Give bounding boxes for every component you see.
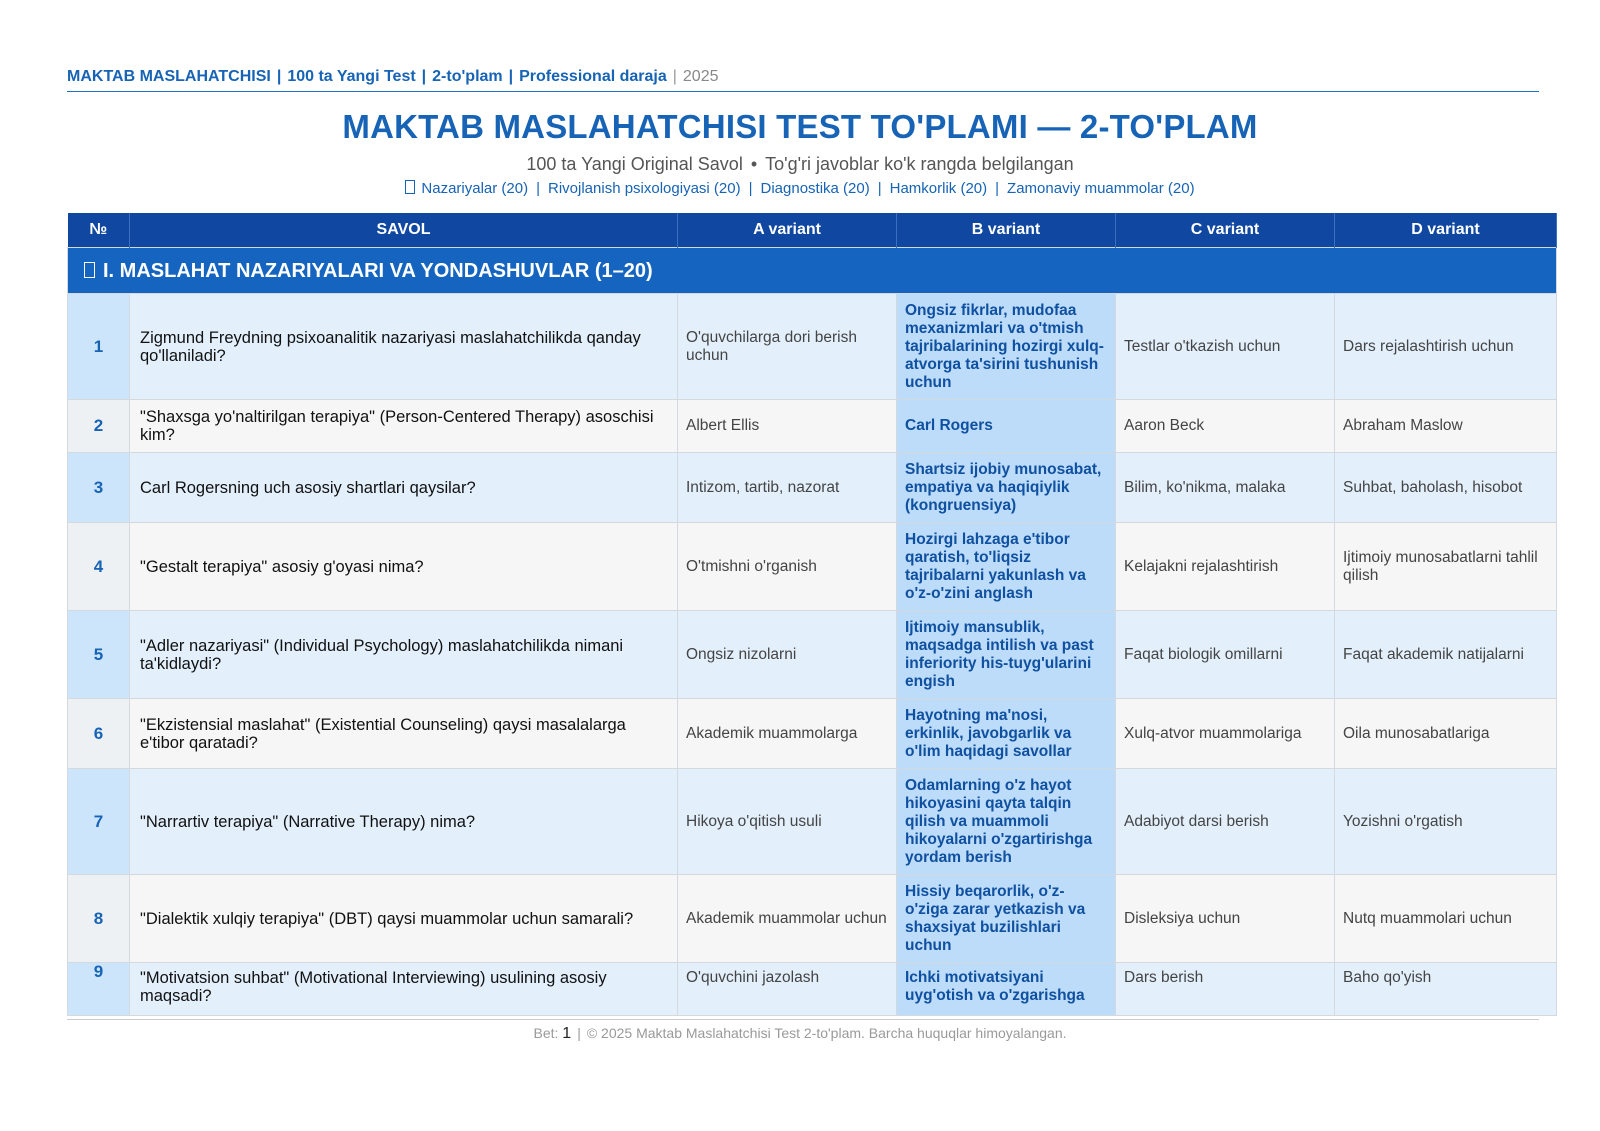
question-number: 3 (68, 453, 130, 523)
copyright: © 2025 Maktab Maslahatchisi Test 2-to'plam. Barcha huquqlar himoyalangan. (586, 1025, 1067, 1041)
table-row (68, 294, 1557, 400)
option-d: Ijtimoiy munosabatlarni tahlil qilish (1335, 523, 1557, 611)
option-b-correct: Shartsiz ijobiy munosabat, empatiya va haqiqiylik (kongruensiya) (897, 453, 1116, 523)
page-label: Bet: (533, 1025, 559, 1041)
table-row (68, 769, 1557, 875)
question-number: 8 (68, 875, 130, 963)
running-header-item: 100 ta Yangi Test (287, 68, 416, 85)
option-d: Abraham Maslow (1335, 400, 1557, 453)
option-a: Hikoya o'qitish usuli (678, 769, 897, 875)
running-header-item: 2-to'plam (432, 68, 503, 85)
category-item: Rivojlanish psixologiyasi (20) (548, 180, 741, 197)
question-text: Carl Rogersning uch asosiy shartlari qaysilar? (130, 453, 678, 523)
question-text: "Shaxsga yo'naltirilgan terapiya" (Person-Centered Therapy) asoschisi kim? (130, 400, 678, 453)
header-question: SAVOL (130, 213, 678, 248)
category-item: Zamonaviy muammolar (20) (1007, 180, 1195, 197)
question-text: "Adler nazariyasi" (Individual Psychology) maslahatchilikda nimani ta'kidlaydi? (130, 611, 678, 699)
page-number: 1 (562, 1025, 572, 1042)
option-c: Dars berish (1116, 963, 1335, 1016)
page-title: MAKTAB MASLAHATCHISI TEST TO'PLAMI — 2-TO'PLAM (342, 108, 1258, 145)
question-table (67, 213, 1557, 1016)
footer-divider (67, 1019, 1539, 1020)
section-row (68, 248, 1557, 294)
option-c: Bilim, ko'nikma, malaka (1116, 453, 1335, 523)
header-option-d: D variant (1335, 213, 1557, 248)
header-option-b: B variant (897, 213, 1116, 248)
option-a: Akademik muammolarga (678, 699, 897, 769)
option-d: Baho qo'yish (1335, 963, 1557, 1016)
table-row (68, 400, 1557, 453)
header-option-c: C variant (1116, 213, 1335, 248)
section-title: I. MASLAHAT NAZARIYALARI VA YONDASHUVLAR (1–20) (68, 248, 1557, 294)
question-number: 1 (68, 294, 130, 400)
question-text: "Dialektik xulqiy terapiya" (DBT) qaysi muammolar uchun samarali? (130, 875, 678, 963)
option-c: Testlar o'tkazish uchun (1116, 294, 1335, 400)
option-b-correct: Ichki motivatsiyani uyg'otish va o'zgarishga (897, 963, 1116, 1016)
table-row (68, 875, 1557, 963)
option-b-correct: Hozirgi lahzaga e'tibor qaratish, to'liqsiz tajribalarni yakunlash va o'z-o'zini anglash (897, 523, 1116, 611)
option-d: Oila munosabatlariga (1335, 699, 1557, 769)
table-row (68, 699, 1557, 769)
category-item: Nazariyalar (20) (421, 180, 529, 197)
table-row (68, 523, 1557, 611)
table-row (68, 453, 1557, 523)
option-a: O'tmishni o'rganish (678, 523, 897, 611)
option-d: Suhbat, baholash, hisobot (1335, 453, 1557, 523)
category-item: Diagnostika (20) (760, 180, 870, 197)
category-item: Hamkorlik (20) (889, 180, 988, 197)
option-c: Adabiyot darsi berish (1116, 769, 1335, 875)
question-text: "Motivatsion suhbat" (Motivational Interviewing) usulining asosiy maqsadi? (130, 963, 678, 1016)
table-row (68, 963, 1557, 1016)
page-subtitle (0, 154, 1600, 175)
option-c: Aaron Beck (1116, 400, 1335, 453)
page-footer: Bet: 1 | © 2025 Maktab Maslahatchisi Test 2-to'plam. Barcha huquqlar himoyalangan. (533, 1025, 1067, 1042)
question-number: 5 (68, 611, 130, 699)
table-header-row (68, 213, 1557, 248)
subtitle-left: 100 ta Yangi Original Savol (526, 154, 743, 174)
question-text: "Narrartiv terapiya" (Narrative Therapy) nima? (130, 769, 678, 875)
running-header-item: Professional daraja (519, 68, 667, 85)
question-number: 7 (68, 769, 130, 875)
option-c: Kelajakni rejalashtirish (1116, 523, 1335, 611)
option-d: Yozishni o'rgatish (1335, 769, 1557, 875)
option-a: Akademik muammolar uchun (678, 875, 897, 963)
running-header: MAKTAB MASLAHATCHISI | 100 ta Yangi Test | 2-to'plam | Professional daraja | 2025 (67, 67, 1539, 92)
missing-glyph-icon (405, 180, 415, 194)
question-text: "Gestalt terapiya" asosiy g'oyasi nima? (130, 523, 678, 611)
header-number: № (68, 213, 130, 248)
subtitle-dot: • (750, 154, 758, 174)
option-a: O'quvchilarga dori berish uchun (678, 294, 897, 400)
option-c: Disleksiya uchun (1116, 875, 1335, 963)
running-header-item: MAKTAB MASLAHATCHISI (67, 68, 271, 85)
option-a: Albert Ellis (678, 400, 897, 453)
option-a: Ongsiz nizolarni (678, 611, 897, 699)
question-text: "Ekzistensial maslahat" (Existential Counseling) qaysi masalalarga e'tibor qaratadi? (130, 699, 678, 769)
subtitle-right: To'g'ri javoblar ko'k rangda belgilangan (765, 154, 1074, 174)
option-b-correct: Hayotning ma'nosi, erkinlik, javobgarlik va o'lim haqidagi savollar (897, 699, 1116, 769)
option-d: Dars rejalashtirish uchun (1335, 294, 1557, 400)
question-number: 2 (68, 400, 130, 453)
option-c: Faqat biologik omillarni (1116, 611, 1335, 699)
option-d: Faqat akademik natijalarni (1335, 611, 1557, 699)
option-c: Xulq-atvor muammolariga (1116, 699, 1335, 769)
header-option-a: A variant (678, 213, 897, 248)
running-header-year: 2025 (682, 68, 719, 85)
question-number: 4 (68, 523, 130, 611)
option-b-correct: Ongsiz fikrlar, mudofaa mexanizmlari va o'tmish tajribalarining hozirgi xulq-atvorga ta'sirini tushunish uchun (897, 294, 1116, 400)
option-b-correct: Carl Rogers (897, 400, 1116, 453)
question-number: 6 (68, 699, 130, 769)
option-a: O'quvchini jazolash (678, 963, 897, 1016)
option-b-correct: Hissiy beqarorlik, o'z-o'ziga zarar yetkazish va shaxsiyat buzilishlari uchun (897, 875, 1116, 963)
category-list: Nazariyalar (20) | Rivojlanish psixologiyasi (20) | Diagnostika (20) | Hamkorlik (20) | Zamonaviy muammolar (20) (0, 180, 1600, 197)
option-b-correct: Ijtimoiy mansublik, maqsadga intilish va past inferiority his-tuyg'ularini engish (897, 611, 1116, 699)
table-row (68, 611, 1557, 699)
option-d: Nutq muammolari uchun (1335, 875, 1557, 963)
missing-glyph-icon (84, 262, 95, 278)
option-a: Intizom, tartib, nazorat (678, 453, 897, 523)
question-text: Zigmund Freydning psixoanalitik nazariyasi maslahatchilikda qanday qo'llaniladi? (130, 294, 678, 400)
option-b-correct: Odamlarning o'z hayot hikoyasini qayta talqin qilish va muammoli hikoyalarni o'zgartirishga yordam berish (897, 769, 1116, 875)
question-number: 9 (68, 963, 130, 1016)
